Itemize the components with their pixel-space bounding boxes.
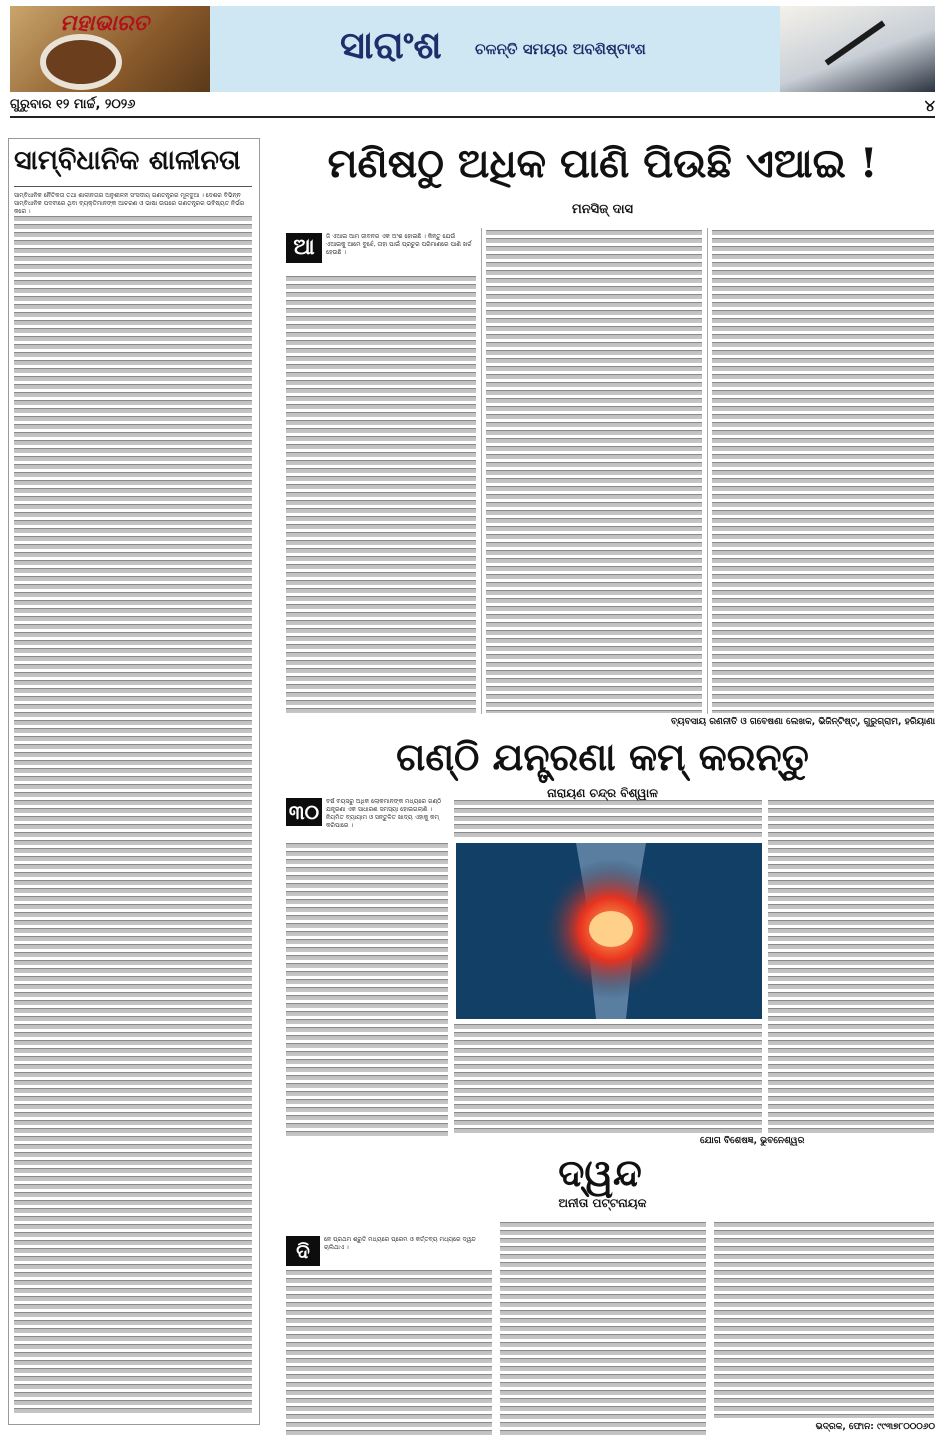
header-divider <box>10 116 935 118</box>
section-title: ସାରାଂଶ <box>340 22 442 67</box>
newspaper-brand-logo: ମହାଭାରତ <box>60 10 149 36</box>
column-rule <box>707 228 708 714</box>
article-1-column-2 <box>486 230 702 713</box>
article-2-column-1 <box>286 843 448 1138</box>
article-3-headline: ଦ୍ୱନ୍ଦ <box>558 1150 642 1195</box>
knee-joint-illustration <box>456 843 762 1019</box>
article-1-dropcap: ଆ <box>286 233 322 263</box>
article-1-author-credit: ବ୍ୟବସାୟ ରଣନୀତି ଓ ଗବେଷଣା ଲେଖକ, ଭିଜିନ୍ଟିଷ୍ଟ୍, ଗୁରୁଗ୍ରାମ, ହରିୟାଣା <box>671 717 935 727</box>
article-3-lead: ନେ ପ୍ରଥମ ଶ୍ରୁତି ମଧ୍ୟରେ ପ୍ରେମ ଓ କର୍ତ୍ତବ୍ୟ ମଧ୍ୟରେ ଦ୍ୱନ୍ଦ ଚାଲିଥାଏ । <box>324 1236 476 1251</box>
left-article-title: ସାମ୍ବିଧାନିକ ଶାଳୀନତା <box>14 145 241 176</box>
article-1-column-3 <box>712 230 934 713</box>
article-1-column-1 <box>286 276 476 713</box>
article-2-headline: ଗଣ୍ଠି ଯନ୍ତ୍ରଣା କମ୍ କରନ୍ତୁ <box>396 734 809 779</box>
coffee-cup-icon <box>40 34 122 90</box>
article-2-dropcap: ୩୦ <box>286 798 322 826</box>
section-tagline: ଚଳନ୍ତି ସମୟର ଅବଶିଷ୍ଟାଂଶ <box>475 40 646 58</box>
article-3-dropcap: ଦି <box>286 1236 320 1266</box>
writing-hand-photo <box>780 6 935 92</box>
article-1-lead: ଜି ଏଆଇ ଆମ ଜୀବନର ଏକ ଅଂଶ ହୋଇଛି । କିନ୍ତୁ ଯେଉଁ ଏଆଇକୁ ଆମେ ବୁଝେଁ, ତାହା ପାଇଁ ପ୍ରଚୁର ପରିମାଣରେ ପାଣି ଖର୍ଚ୍ଚ ହେଉଛି । <box>326 233 472 256</box>
left-article-body <box>14 216 252 1416</box>
article-2-column-3 <box>768 800 934 1134</box>
article-2-author-credit: ଯୋଗ ବିଶେଷଜ୍ଞ, ଭୁବନେଶ୍ୱର <box>700 1136 805 1146</box>
article-1-headline: ମଣିଷଠୁ ଅଧିକ ପାଣି ପିଉଛି ଏଆଇ ! <box>327 140 878 187</box>
left-article-excerpt: ସାମ୍ବିଧାନିକ ନୈତିକତା ତଥା ଶାଳୀନତାର ଅନୁଶୀଳନ ସଂସଦୀୟ ଗଣତନ୍ତ୍ରର ମୂଳଦୁଆ । ଦେଶର ବିଭିନ୍ନ ସାମ୍ବିଧାନିକ ପଦବୀରେ ଥିବା ବ୍ୟକ୍ତିମାନଙ୍କ ଆଚରଣ ଓ ଭାଷା ଉପରେ ଗଣତନ୍ତ୍ରର ଭବିଷ୍ୟତ ନିର୍ଭର କରେ । <box>14 192 245 214</box>
article-2-column-2-top <box>454 800 762 838</box>
issue-date: ଗୁରୁବାର ୧୨ ମାର୍ଚ୍ଚ, ୨୦୨୬ <box>10 97 136 112</box>
left-title-divider <box>14 186 252 187</box>
article-3-column-3 <box>714 1222 934 1418</box>
article-2-byline: ନାରାୟଣ ଚନ୍ଦ୍ର ବିଶ୍ୱାଳ <box>547 786 658 800</box>
article-2-lead: ବର୍ଷ ବୟସରୁ ଅଧିକ ଲୋକମାନଙ୍କ ମଧ୍ୟରେ ଗଣ୍ଠି ଯନ୍ତ୍ରଣା ଏକ ସାଧାରଣ ସମସ୍ୟା ହୋଇଗଲାଣି । ନିୟମିତ ବ୍ୟାୟାମ ଓ ସନ୍ତୁଳିତ ଖାଦ୍ୟ ଏହାକୁ କମ୍ କରିପାରେ । <box>326 798 442 829</box>
article-3-byline: ଅନୀତା ପଟ୍ଟନାୟକ <box>558 1196 647 1210</box>
page-number: ୪ <box>924 96 935 115</box>
article-3-author-credit: ଭଦ୍ରକ, ଫୋନ: ୯୯୩୭୮୦୦୦୬୦ <box>815 1422 935 1432</box>
column-rule <box>481 228 482 714</box>
article-1-byline: ମନସିଜ୍ ଦାସ <box>571 202 634 217</box>
article-3-column-2 <box>500 1222 706 1436</box>
article-2-column-2-bottom <box>454 1024 762 1136</box>
article-3-column-1 <box>286 1270 492 1436</box>
